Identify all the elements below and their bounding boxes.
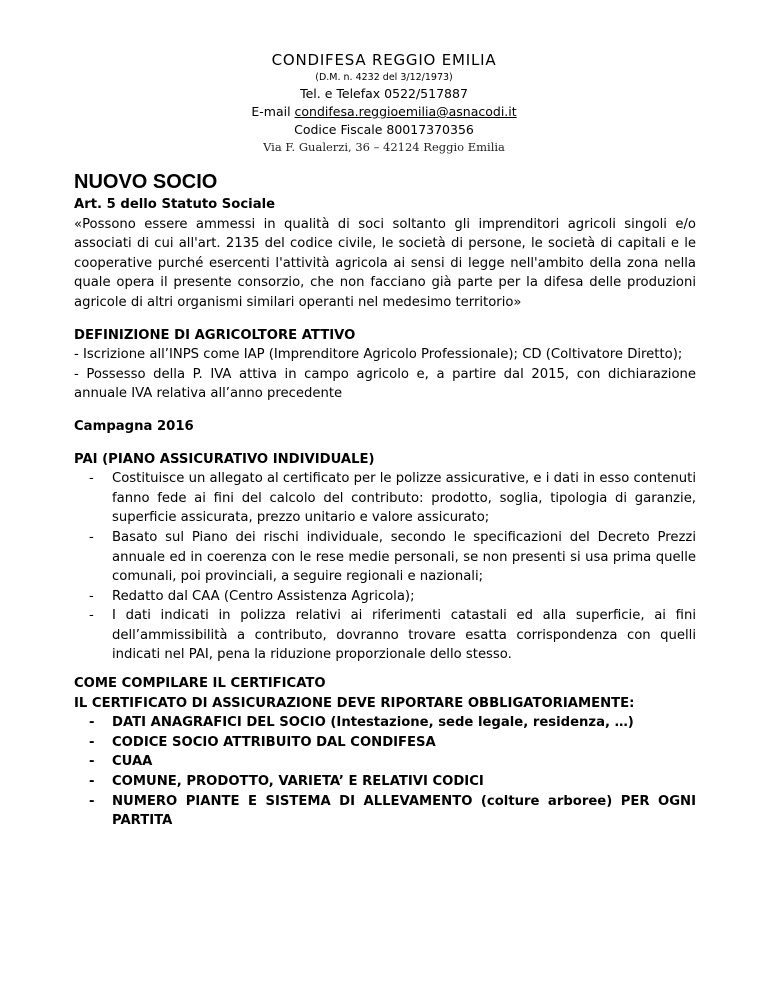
email-label: E-mail — [251, 104, 295, 119]
definition-heading: DEFINIZIONE DI AGRICOLTORE ATTIVO — [74, 327, 356, 343]
certificate-list — [74, 713, 696, 831]
pai-list — [74, 469, 696, 665]
statute-text: «Possono essere ammessi in qualità di soci soltanto gli imprenditori agricoli singoli e/o associati di cui all'art. 2135 del codice civile, le società di persone, le società di capitali e le cooperative purché esercenti l'attività agricola ai sensi di legge nell'ambito della zona nella quale opera il presente consorzio, che non facciano già parte per la difesa delle produzioni agricole di altri organismi similari operanti nel medesimo territorio» — [74, 216, 696, 310]
phone-line: Tel. e Telefax 0522/517887 — [300, 86, 468, 101]
org-name: CONDIFESA REGGIO EMILIA — [271, 51, 497, 69]
list-item: - Basato sul Piano dei rischi individuale, secondo le specificazioni del Decreto Prezzi annuale ed in coerenza con le rese medie personali, se non presenti si usa prima quelle comunali, poi provinciali, a seguire regionali e nazionali; — [112, 528, 696, 587]
decree-reference: (D.M. n. 4232 del 3/12/1973) — [315, 72, 453, 83]
document-body — [74, 170, 696, 831]
page-title: NUOVO SOCIO — [74, 171, 218, 193]
list-item: - Redatto dal CAA (Centro Assistenza Agricola); — [112, 587, 696, 607]
campaign-heading: Campagna 2016 — [74, 418, 194, 434]
certificate-heading: COME COMPILARE IL CERTIFICATO — [74, 676, 326, 692]
list-item: - I dati indicati in polizza relativi ai riferimenti catastali ed alla superficie, ai fini dell’ammissibilità a contributo, dovranno trovare esatta corrispondenza con quelli indicati nel PAI, pena la riduzione proporzionale dello stesso. — [112, 606, 696, 665]
email-line — [0, 103, 768, 121]
certificate-subheading: IL CERTIFICATO DI ASSICURAZIONE DEVE RIPORTARE OBBLIGATORIAMENTE: — [74, 695, 635, 711]
list-item: - DATI ANAGRAFICI DEL SOCIO (Intestazione, sede legale, residenza, …) — [112, 713, 696, 733]
address-line: Via F. Gualerzi, 36 – 42124 Reggio Emilia — [263, 140, 505, 154]
definition-line-1: - Iscrizione all’INPS come IAP (Imprenditore Agricolo Professionale); CD (Coltivatore Diretto); — [74, 347, 683, 363]
tax-code-line: Codice Fiscale 80017370356 — [294, 122, 474, 137]
email-link[interactable]: condifesa.reggioemilia@asnacodi.it — [294, 104, 517, 119]
list-item: - NUMERO PIANTE E SISTEMA DI ALLEVAMENTO (colture arboree) PER OGNI PARTITA — [112, 792, 696, 831]
definition-line-2: - Possesso della P. IVA attiva in campo agricolo e, a partire dal 2015, con dichiarazione annuale IVA relativa all’anno precedente — [74, 366, 696, 402]
letterhead — [0, 50, 768, 156]
statute-heading: Art. 5 dello Statuto Sociale — [74, 197, 276, 212]
pai-heading: PAI (PIANO ASSICURATIVO INDIVIDUALE) — [74, 451, 375, 467]
list-item: - COMUNE, PRODOTTO, VARIETA’ E RELATIVI CODICI — [112, 772, 696, 792]
list-item: - CUAA — [112, 752, 696, 772]
list-item: - CODICE SOCIO ATTRIBUITO DAL CONDIFESA — [112, 733, 696, 753]
list-item: - Costituisce un allegato al certificato per le polizze assicurative, e i dati in esso contenuti fanno fede ai fini del calcolo del contributo: prodotto, soglia, tipologia di garanzie, superficie assicurata, prezzo unitario e valore assicurato; — [112, 469, 696, 528]
